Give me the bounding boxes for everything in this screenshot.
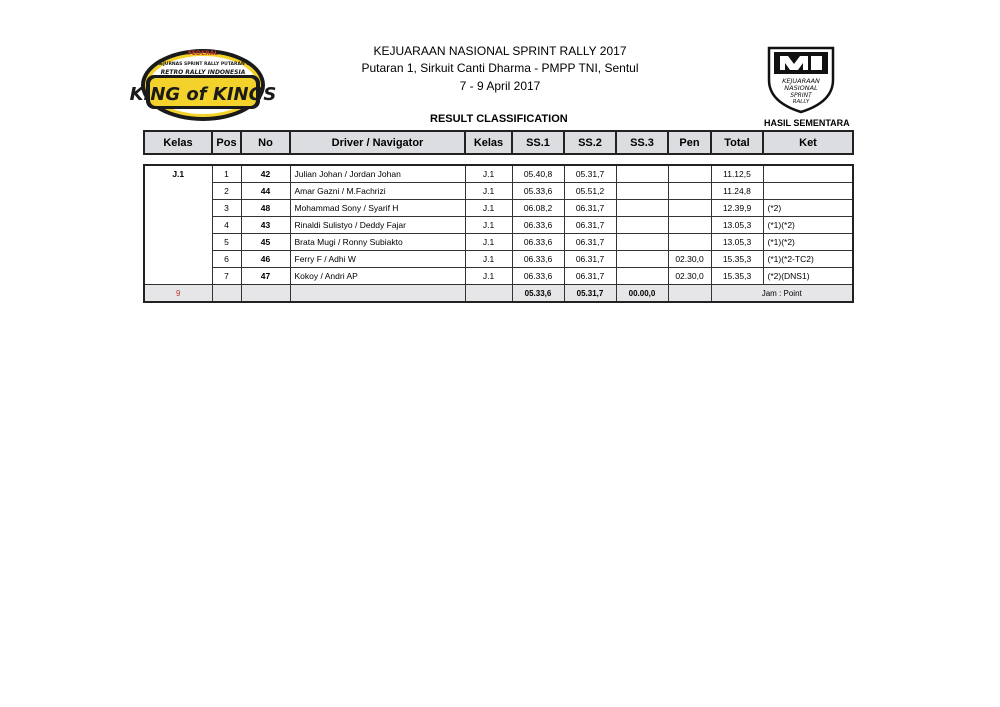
event-dates: 7 - 9 April 2017 [459,79,541,93]
kelas-cell: J.1 [465,200,512,217]
table-row [144,268,853,285]
ss2-cell: 06.31,7 [564,200,616,217]
ss1-cell: 06.33,6 [512,234,564,251]
summary-empty-pos [212,285,241,303]
ss2-cell: 05.31,7 [564,165,616,183]
col-header-ss2: SS.2 [564,131,616,154]
total-cell: 15.35,3 [711,268,763,285]
ss1-cell: 05.40,8 [512,165,564,183]
svg-text:SPRINT: SPRINT [790,92,812,99]
col-header-no: No [241,131,290,154]
results-table [143,164,854,303]
results-header-row [143,130,854,155]
jam-point-cell: Jam : Point [711,285,853,303]
ss2-cell: 06.31,7 [564,234,616,251]
car-number-cell: 46 [241,251,290,268]
status-label: HASIL SEMENTARA [764,118,850,128]
driver-navigator-cell: Brata Mugi / Ronny Subiakto [290,234,465,251]
total-cell: 11.12,5 [711,165,763,183]
pen-cell [668,200,711,217]
summary-row [144,285,853,303]
ss1-cell: 06.08,2 [512,200,564,217]
sprint-rally-shield-logo [764,44,838,114]
pen-cell: 02.30,0 [668,268,711,285]
pen-cell [668,234,711,251]
pos-cell: 3 [212,200,241,217]
driver-navigator-cell: Mohammad Sony / Syarif H [290,200,465,217]
kelas-cell: J.1 [465,217,512,234]
ss2-cell: 06.31,7 [564,268,616,285]
total-cell: 12.39,9 [711,200,763,217]
ss2-cell: 06.31,7 [564,251,616,268]
col-header-ss1: SS.1 [512,131,564,154]
svg-text:RALLY: RALLY [792,99,810,105]
ss3-cell [616,165,668,183]
ss1-cell: 06.33,6 [512,251,564,268]
summary-empty-no [241,285,290,303]
pos-cell: 6 [212,251,241,268]
pen-cell [668,165,711,183]
car-number-cell: 47 [241,268,290,285]
table-row [144,200,853,217]
kelas-cell: J.1 [465,183,512,200]
ss3-cell [616,217,668,234]
summary-empty-pen [668,285,711,303]
svg-text:NASIONAL: NASIONAL [784,84,818,92]
svg-text:KING of KINGS: KING of KINGS [129,84,277,105]
event-venue: Putaran 1, Sirkuit Canti Dharma - PMPP TNI, Sentul [361,61,639,75]
summary-ss3-cell: 00.00,0 [616,285,668,303]
col-header-total: Total [711,131,763,154]
kelas-cell: J.1 [465,268,512,285]
ket-cell: (*1)(*2) [763,217,853,234]
total-cell: 11.24,8 [711,183,763,200]
kelas-cell: J.1 [465,165,512,183]
king-of-kings-logo [129,45,277,123]
ket-cell [763,183,853,200]
pos-cell: 7 [212,268,241,285]
kelas-cell: J.1 [465,234,512,251]
summary-ss2-cell: 05.31,7 [564,285,616,303]
table-row [144,183,853,200]
pos-cell: 2 [212,183,241,200]
pen-cell [668,217,711,234]
driver-navigator-cell: Amar Gazni / M.Fachrizi [290,183,465,200]
table-row [144,234,853,251]
car-number-cell: 43 [241,217,290,234]
car-number-cell: 45 [241,234,290,251]
driver-navigator-cell: Julian Johan / Jordan Johan [290,165,465,183]
table-row [144,165,853,183]
ss2-cell: 06.31,7 [564,217,616,234]
driver-navigator-cell: Kokoy / Andri AP [290,268,465,285]
ss3-cell [616,268,668,285]
svg-text:FEDERAL: FEDERAL [187,50,219,57]
total-cell: 15.35,3 [711,251,763,268]
ket-cell: (*1)(*2-TC2) [763,251,853,268]
result-classification-title: RESULT CLASSIFICATION [430,113,568,125]
championship-title: KEJUARAAN NASIONAL SPRINT RALLY 2017 [373,44,627,58]
total-cell: 13.05,3 [711,234,763,251]
ss3-cell [616,234,668,251]
ket-cell [763,165,853,183]
group-kelas-cell: J.1 [144,165,212,285]
svg-text:KEJURNAS SPRINT RALLY PUTARAN: KEJURNAS SPRINT RALLY PUTARAN 1 [156,62,250,67]
ss1-cell: 06.33,6 [512,217,564,234]
ket-cell: (*2)(DNS1) [763,268,853,285]
pen-cell [668,183,711,200]
ket-cell: (*2) [763,200,853,217]
car-number-cell: 48 [241,200,290,217]
kelas-cell: J.1 [465,251,512,268]
ss3-cell [616,200,668,217]
summary-ss1-cell: 05.33,6 [512,285,564,303]
summary-empty-kelas [465,285,512,303]
summary-empty-driver [290,285,465,303]
car-number-cell: 42 [241,165,290,183]
col-header-kelas-2: Kelas [465,131,512,154]
ket-cell: (*1)(*2) [763,234,853,251]
driver-navigator-cell: Rinaldi Sulistyo / Deddy Fajar [290,217,465,234]
pos-cell: 4 [212,217,241,234]
table-row [144,217,853,234]
col-header-ket: Ket [763,131,853,154]
svg-text:RETRO RALLY INDONESIA: RETRO RALLY INDONESIA [160,69,246,76]
pos-cell: 1 [212,165,241,183]
col-header-pen: Pen [668,131,711,154]
col-header-kelas: Kelas [144,131,212,154]
col-header-driver-navigator: Driver / Navigator [290,131,465,154]
ss1-cell: 06.33,6 [512,268,564,285]
col-header-ss3: SS.3 [616,131,668,154]
ss1-cell: 05.33,6 [512,183,564,200]
pos-cell: 5 [212,234,241,251]
pen-cell: 02.30,0 [668,251,711,268]
driver-navigator-cell: Ferry F / Adhi W [290,251,465,268]
entry-count-cell: 9 [144,285,212,303]
svg-text:KEJUARAAN: KEJUARAAN [782,77,820,85]
ss3-cell [616,251,668,268]
table-row [144,251,853,268]
ss3-cell [616,183,668,200]
col-header-pos: Pos [212,131,241,154]
car-number-cell: 44 [241,183,290,200]
ss2-cell: 05.51,2 [564,183,616,200]
total-cell: 13.05,3 [711,217,763,234]
